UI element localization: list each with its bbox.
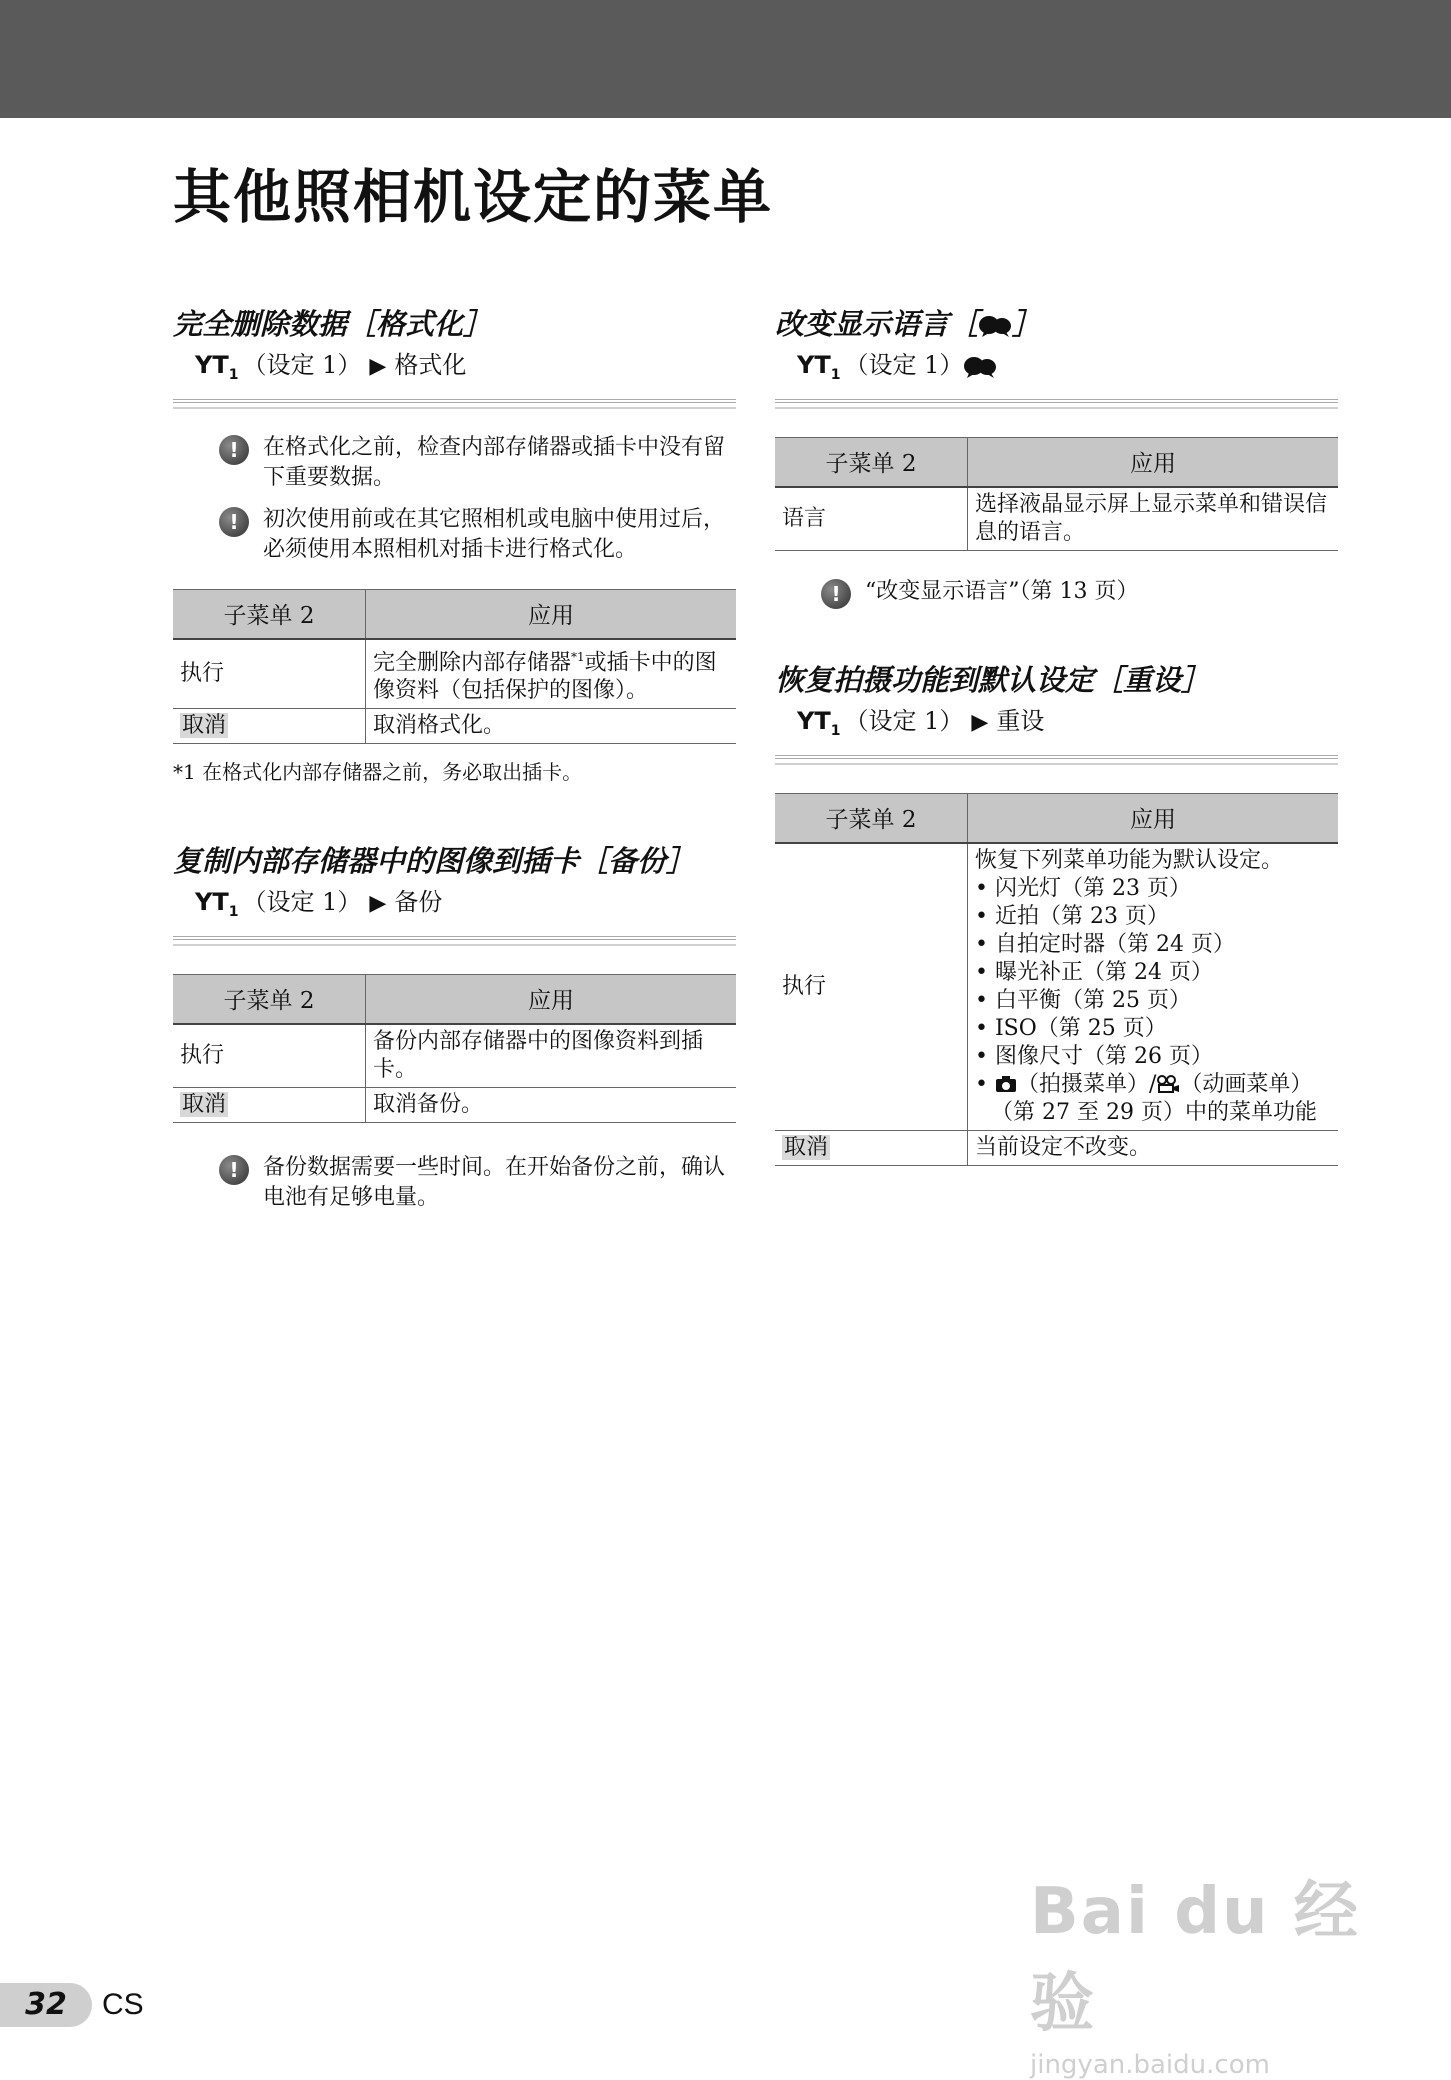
list-item: • 闪光灯（第 23 页） [975,875,1191,901]
table-header-row [173,589,736,639]
menu-path-reset: $YT_1$ （设定 1） ▶ 重设 [775,703,1338,759]
table-row [775,1130,1338,1165]
language-icon [963,355,997,379]
table-row [173,1024,736,1088]
menu-path-backup: $YT_1$ （设定 1） ▶ 备份 [173,884,736,940]
caution-icon: ! [821,579,851,609]
section-title-language: 改变显示语言［ ］ [775,307,1042,341]
caution-icon: ! [219,507,249,537]
column-header: 子菜单 2 [173,974,366,1024]
column-header: 应用 [968,793,1339,843]
table-cell: 取消备份。 [366,1087,737,1122]
note-item: ! 备份数据需要一些时间。在开始备份之前，确认电池有足够电量。 [173,1153,736,1213]
menu-path-format: $YT_1$ （设定 1） ▶ 格式化 [173,347,736,403]
table-row [775,843,1338,1131]
column-header: 子菜单 2 [173,589,366,639]
arrow-right-icon: ▶ [369,354,387,379]
setup-wrench-icon: $YT_1$ [195,888,239,920]
list-item: • 近拍（第 23 页） [975,903,1169,929]
table-cell: 选择液晶显示屏上显示菜单和错误信息的语言。 [968,487,1339,551]
table-cell: 语言 [775,487,968,551]
table-cell: 取消 [775,1130,968,1165]
watermark-url: jingyan.baidu.com [1030,2050,1270,2080]
table-row [173,709,736,744]
arrow-right-icon: ▶ [971,709,989,735]
left-column [173,305,736,1225]
list-item: • 白平衡（第 25 页） [975,987,1191,1013]
footnote: *1 在格式化内部存储器之前，务必取出插卡。 [173,760,583,785]
right-column [775,305,1338,1166]
notes-format [173,433,736,565]
caution-icon: ! [219,1155,249,1185]
setup-wrench-icon: $YT_1$ [195,351,239,383]
setup-wrench-icon: $YT_1$ [797,706,841,739]
notes-language [775,577,1338,609]
table-cell: 执行 [173,1024,366,1088]
note-item: ! “改变显示语言”（第 13 页） [775,577,1338,609]
movie-icon [1156,1075,1180,1093]
table-header-row [173,974,736,1024]
note-item: ! 初次使用前或在其它照相机或电脑中使用过后，必须使用本照相机对插卡进行格式化。 [173,505,736,565]
list-item: • 曝光补正（第 24 页） [975,959,1213,985]
section-title-backup: 复制内部存储器中的图像到插卡［备份］ [173,844,696,879]
list-item: • ISO（第 25 页） [975,1015,1167,1041]
column-header: 应用 [366,974,737,1024]
table-row [775,487,1338,551]
table-cell: 恢复下列菜单功能为默认设定。 • 闪光灯（第 23 页） • 近拍（第 23 页） • 自拍定时器（第 24 页） • 曝光补正（第 24 页） • 白平衡（第 25 页） • ISO（第 25 页） • 图像尺寸（第 26 页） • （拍摄菜单）/ （动画菜单）（第 27 至 29 页）中的菜单功能 [968,843,1339,1131]
list-item: • 自拍定时器（第 24 页） [975,931,1235,957]
section-title-format: 完全删除数据［格式化］ [173,307,493,341]
table-backup [173,974,736,1123]
table-language [775,437,1338,551]
table-cell: 执行 [775,843,968,1131]
reset-items-list [975,875,1331,1127]
menu-path-language: $YT_1$ （设定 1） [775,347,1338,403]
table-cell: 执行 [173,639,366,709]
header-bar [0,0,1451,118]
table-cell: 取消 [173,1087,366,1122]
table-format [173,589,736,744]
note-item: ! 在格式化之前，检查内部存储器或插卡中没有留下重要数据。 [173,433,736,493]
watermark [1030,1860,1410,2080]
page-title: 其他照相机设定的菜单 [173,163,774,231]
table-header-row [775,437,1338,487]
column-header: 子菜单 2 [775,437,968,487]
table-cell: 取消格式化。 [366,709,737,744]
camera-icon [995,1075,1017,1093]
table-cell: 完全删除内部存储器$^{*1}$或插卡中的图像资料（包括保护的图像）。 [366,639,737,709]
column-header: 子菜单 2 [775,793,968,843]
table-cell: 当前设定不改变。 [968,1130,1339,1165]
table-header-row [775,793,1338,843]
language-icon [978,314,1012,338]
list-item: • （拍摄菜单）/ （动画菜单）（第 27 至 29 页）中的菜单功能 [975,1071,1317,1125]
arrow-right-icon: ▶ [369,891,387,917]
table-reset [775,793,1338,1166]
table-row [173,639,736,709]
setup-wrench-icon: $YT_1$ [797,351,841,383]
table-cell: 取消 [173,709,366,744]
caution-icon: ! [219,435,249,465]
list-item: • 图像尺寸（第 26 页） [975,1043,1213,1069]
table-cell: 备份内部存储器中的图像资料到插卡。 [366,1024,737,1088]
notes-backup [173,1153,736,1213]
table-row [173,1087,736,1122]
language-code: CS [102,1988,144,2021]
page-number: 32 [0,1983,92,2027]
column-header: 应用 [366,589,737,639]
column-header: 应用 [968,437,1339,487]
section-title-reset: 恢复拍摄功能到默认设定［重设］ [775,662,1211,697]
watermark-logo: Bai du 经验 [1030,1875,1360,2041]
